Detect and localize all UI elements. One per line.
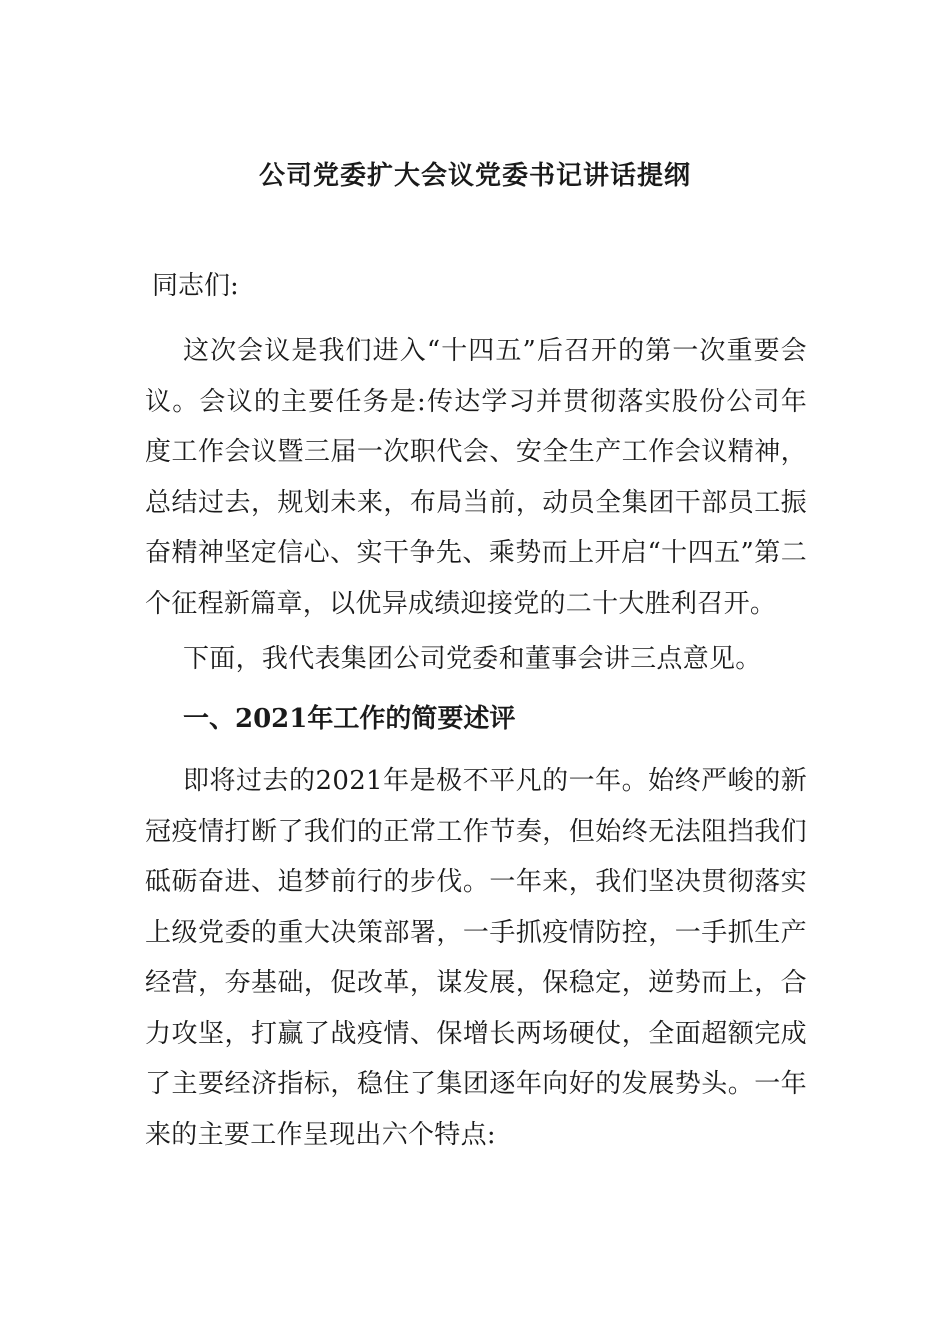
salutation: 同志们: [152,271,239,301]
document-title: 公司党委扩大会议党委书记讲话提纲 [258,161,691,191]
paragraph-outline: 下面，我代表集团公司党委和董事会讲三点意见。 [183,644,762,674]
paragraph-review: 即将过去的2021年是极不平凡的一年。始终严峻的新冠疫情打断了我们的正常工作节奏，但始终无法阻挡我们砥砺奋进、追梦前行的步伐。一年来，我们坚决贯彻落实上级党委的重大决策部署，一手抓疫情防控，一手抓生产经营，夯基础，促改革，谋发展，保稳定，逆势而上，合力攻坚，打赢了战疫情、保增长两场硬仗，全面超额完成了主要经济指标，稳住了集团逐年向好的发展势头。一年来的主要工作呈现出六个特点: [145,766,807,1150]
paragraph-intro: 这次会议是我们进入“十四五”后召开的第一次重要会议。会议的主要任务是:传达学习并贯彻落实股份公司年度工作会议暨三届一次职代会、安全生产工作会议精神，总结过去，规划未来，布局当前，动员全集团干部员工振奋精神坚定信心、实干争先、乘势而上开启“十四五”第二个征程新篇章，以优异成绩迎接党的二十大胜利召开。 [145,336,807,619]
section-heading: 一、2021年工作的简要述评 [183,704,516,734]
